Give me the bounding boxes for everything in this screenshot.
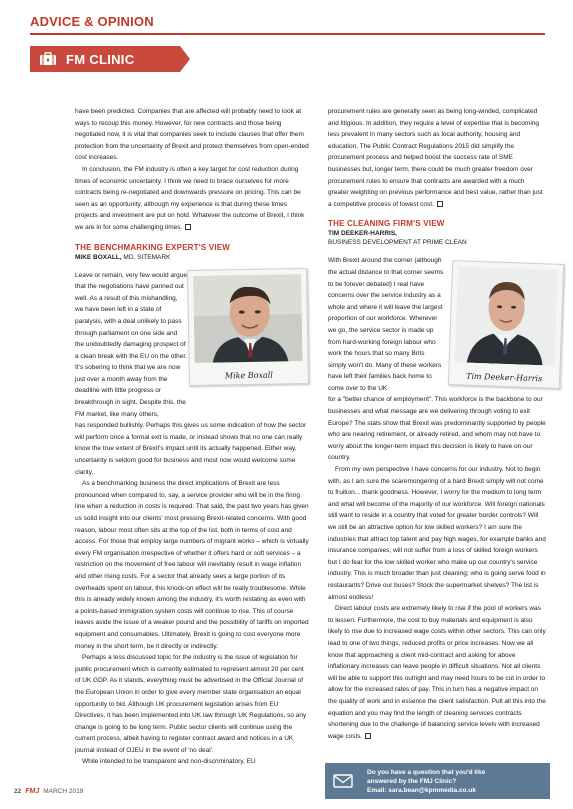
- left-column: [75, 106, 309, 768]
- briefcase-icon: [38, 51, 58, 67]
- contact-infobox: [325, 763, 550, 799]
- page-footer: [14, 788, 83, 795]
- infobox-line-1: Do you have a question that you'd like: [367, 768, 486, 776]
- cleaning-byline: [328, 229, 546, 247]
- magazine-brand: FMJ: [25, 788, 40, 795]
- end-mark-icon: [365, 733, 371, 739]
- infobox-line-2: answered by the FMJ Clinic?: [367, 777, 457, 785]
- right-body-paragraph-3-text: Direct labour costs are extremely likely to rise if the pool of workers was to lessen. Furthermore, the cost to buy materials and equipment is also likely to rise due to increased wage costs within other sectors. This can only lead to one of two things, reduced profits or price increases. Now we all know that approaching a client mid-contract and asking for above inflationary increases can leave people in difficult situations. Not all clients will be able to support this outright and may need hours to be cut in order to allow for the increased rates of pay. This in turn has a negative impact on the quality of work and in essence the client satisfaction. Pull all this into the equation and you may find the length of cleaning services contracts shortening due to the challenge of balancing service levels with increased wage costs.: [328, 605, 546, 740]
- portrait-image: [455, 266, 558, 365]
- header-divider: [30, 33, 545, 35]
- left-body-paragraph-4: While intended to be transparent and non-discriminatory, EU: [82, 758, 256, 766]
- left-intro-paragraph-2: [75, 164, 309, 234]
- byline-role: MD, SITEMARK: [123, 253, 171, 261]
- byline-role: BUSINESS DEVELOPMENT AT PRIME CLEAN: [328, 239, 467, 247]
- section-title: ADVICE & OPINION: [30, 14, 154, 29]
- issue-date: MARCH 2019: [43, 788, 84, 795]
- tim-deeker-harris-photo: [448, 260, 564, 389]
- left-body-paragraph-3: Perhaps a less discussed topic for the industry is the issue of legislation for public procurement which is currently estimated to represent almost 20 per cent of UK GDP. As it stands, everything must be advertised in the Official Journal of the European Union in order to give every member state organisation an equal opportunity to bid. Although UK procurement legislation arises from EU Directives, it has been implemented into UK law through UK Regulations, so any change is going to be long term. Public sector clients will continue using the current process, albeit having to register contract award and notices in a UK journal instead of OJEU in the event of 'no deal'.: [75, 654, 307, 754]
- end-mark-icon: [185, 224, 191, 230]
- left-intro-paragraph-1: have been predicted. Companies that are affected will probably need to look at ways to recoup this money. However, for new contracts and those being negotiated now, it is vital that companies seek to include clauses that offer them protection from the uncertainty of Brexit and protect themselves from open-ended cost increases.: [75, 108, 309, 162]
- left-body-paragraph-2: As a benchmarking business the direct implications of Brexit are less pronounced when compared to, say, a service provider who will be in the firing line when a reduction in costs is required. That said, the past two years has given us solid insight into our clients' most pressing Brexit-related concerns. With good reason, labour most often sits at the top of the list, both in terms of cost and access. For those that employ large numbers of migrant works – which is virtually every FM organisation irrespective of whether it offers hard or soft services – a restriction on the movement of free labour will inevitably result in wage inflation and other rising costs. For a sector that already sees a large portion of its overheads spent on labour, this knock-on effect will be really troublesome. While this is already widely known among the industry, it's worth restating as even with a points-based immigration system costs will continue to rise. This of course leaves aside the issue of a weaker pound and the possibility of tariffs on imported equipment and consumables. Ultimately, Brexit is going to cost everyone more money in the short term, be it directly or indirectly.: [75, 480, 309, 650]
- page-number: 22: [14, 788, 22, 795]
- envelope-icon: [333, 773, 353, 789]
- right-body-paragraph-3: [328, 603, 546, 742]
- photo-caption: Tim Deeker-Harris: [465, 371, 543, 384]
- banner-label: FM CLINIC: [66, 51, 135, 67]
- benchmarking-byline: [75, 253, 309, 262]
- right-float-text: With Brexit around the corner (although the actual distance to that corner seems to be forever debated) I real have concerns over the service industry as a whole and where it will leave the largest proportion of our workforce. Wherever we go, the service sector is made up from hard-working foreign labour who work the hours that so many Brits simply won't do. Many of these workers have left their families back home to come over to the UK: [328, 257, 444, 392]
- cleaning-heading: THE CLEANING FIRM'S VIEW: [328, 219, 445, 229]
- infobox-email[interactable]: Email: sara.bean@kpmmedia.co.uk: [367, 786, 476, 794]
- right-column: [328, 106, 546, 742]
- left-body-paragraph-1: has responded bullishly. Perhaps this gives us some indication of how the sector will perform once a formal exit is made, or instead shows that no one can really know the true extent of Brexit's impact until its actually happened. Either way, uncertainty is seldom good for business and most now would welcome some clarity.: [75, 422, 307, 476]
- end-mark-icon: [437, 201, 443, 207]
- portrait-image: [193, 274, 303, 363]
- byline-name: MIKE BOXALL,: [75, 253, 122, 261]
- right-body-paragraph-2: From my own perspective I have concerns for our industry. Not to begin with, as I am sure the scaremongering of a hard Brexit simply will not come to fruition... thank goodness. However, I worry for the medium to long term and what will become of the majority of our workforce. Will foreign nationals still want to reside in a country that voted for greater border controls? Will we still be an attractive option for low skilled workers? I am sure the industries that attract top talent and pay high wages, for example banks and insurance companies, will not suffer from a loss of skilled foreign workers but I do fear for the low skilled worker who make up our country's service industry. This is much broader than just cleaning; who is going serve food in restaurants? Drive our buses? Stock the supermarket shelves? The list is almost endless!: [328, 466, 546, 601]
- right-body-paragraph-1: for a "better chance of employment". This workforce is the backbone to our businesses and what message are we delivering through voting to exit Europe? The stats show that Brexit was predominantly supported by people who are nearing retirement, or already retired, and whom may not have to worry about the longer-term impact this decision is likely to have on our country.: [328, 396, 546, 462]
- benchmarking-heading: THE BENCHMARKING EXPERT'S VIEW: [75, 242, 231, 252]
- right-intro-paragraph-1: [328, 106, 546, 210]
- photo-caption: Mike Boxall: [224, 370, 273, 381]
- banner-tail: [180, 46, 190, 72]
- byline-name: TIM DEEKER-HARRIS,: [328, 230, 397, 238]
- right-intro-paragraph-1-text: procurement rules are generally seen as being long-winded, complicated and litigious. In addition, they require a level of expertise that is becoming less prevalent in many sectors such as local authority, housing and education. The Public Contract Regulations 2015 did simplify the procurement process and helped boost the success rate of SME businesses but, longer term, there could be much greater freedom over procurement rules to ensure that contracts are awarded with a much greater weighting on previous performance and best value, rather than just a competitive process of lowest cost.: [328, 108, 543, 208]
- mike-boxall-photo: [187, 268, 309, 386]
- left-intro-paragraph-2-text: In conclusion, the FM industry is often a key target for cost reduction during times of economic uncertainty. I think we need to brace ourselves for more contracts being re-negotiated and downwards pressure on pricing. This can be seen as an opportunity, although my experience is that during these times projects and investment are put on hold. Whatever the outcome of Brexit, I think we are in for some challenging times.: [75, 165, 305, 231]
- infobox-text: [367, 768, 485, 795]
- left-float-text: Leave or remain, very few would argue that the negotiations have panned out well. As a result of this mishandling, we have been left in a state of paralysis, with a deal unlikely to pass through parliament on one side and the undoubtedly damaging prospect of a clean break with the EU on the other. It's sobering to think that we are now just over a month away from the deadline with little progress or breakthrough in sight. Despite this, the FM market, like many others,: [75, 271, 188, 418]
- fm-clinic-banner: [30, 46, 180, 72]
